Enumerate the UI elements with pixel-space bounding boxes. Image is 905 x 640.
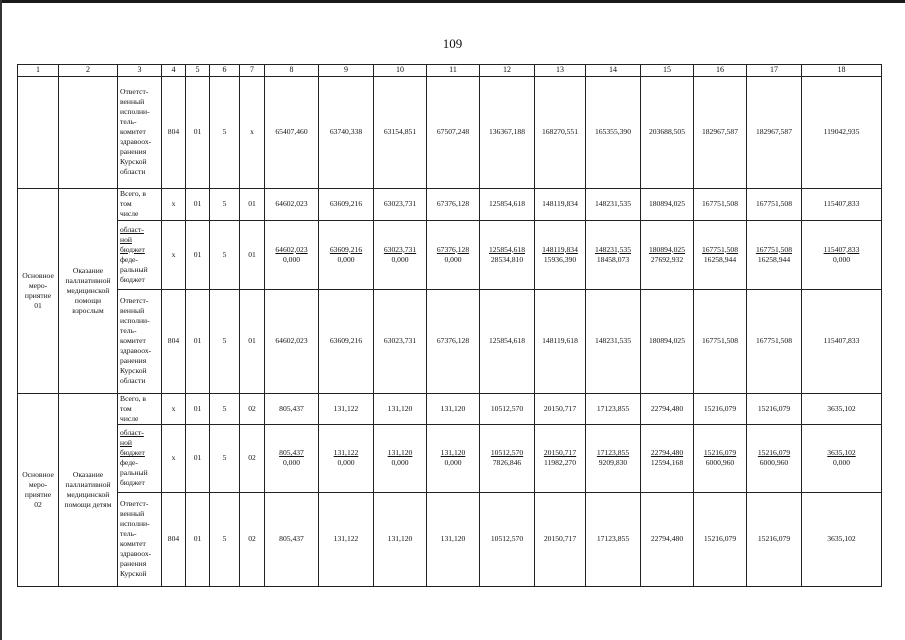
value-regional: 63609,216: [329, 244, 363, 254]
value-regional: 125854,618: [488, 244, 526, 254]
value-regional: 22794,480: [650, 448, 684, 458]
value-cell: [586, 424, 641, 492]
value-cell: [374, 220, 427, 289]
text-line: комитет: [120, 539, 146, 549]
header-cell-2: 2: [59, 65, 118, 77]
code-cell-c4: 804: [162, 289, 186, 393]
text-line: 01: [34, 300, 42, 310]
text-line: медицинской: [66, 285, 110, 295]
value-regional: 15216,079: [757, 448, 791, 458]
value-cell: 165355,390: [586, 76, 641, 188]
value-cell: 131,122: [319, 492, 374, 586]
value-cell: 125854,618: [480, 188, 535, 220]
value-federal: 16258,944: [703, 254, 737, 264]
value-federal: 6000,960: [705, 458, 735, 468]
value-regional: 17123,855: [596, 448, 630, 458]
value-regional: 131,120: [440, 448, 466, 458]
value-cell: [694, 220, 747, 289]
budget-table: [17, 64, 882, 587]
header-cell-1: 1: [18, 65, 59, 77]
value-cell: [641, 220, 694, 289]
text-line: Основное: [22, 270, 54, 280]
value-cell: [535, 220, 586, 289]
text-line: числе: [120, 413, 139, 423]
code-cell-c4: 804: [162, 76, 186, 188]
text-line: Ответст-: [120, 499, 149, 509]
value-cell: 10512,570: [480, 393, 535, 424]
value-cell: [535, 424, 586, 492]
value-cell: [480, 424, 535, 492]
value-cell: 168270,551: [535, 76, 586, 188]
value-federal: 9209,830: [598, 458, 628, 468]
text-line: приятие: [24, 489, 52, 499]
header-cell-17: 17: [747, 65, 802, 77]
text-line: Курской: [120, 157, 147, 167]
text-line: меро-: [28, 280, 48, 290]
value-cell: 167751,508: [747, 188, 802, 220]
text-line: бюджет: [120, 244, 145, 254]
text-line: тель-: [120, 117, 137, 127]
text-line: помощи: [74, 295, 102, 305]
scan-top-edge: [0, 0, 905, 3]
value-regional: 20150,717: [543, 448, 577, 458]
text-line: исполни-: [120, 107, 150, 116]
text-line: Всего, в: [120, 393, 147, 403]
value-cell: 67376,128: [427, 289, 480, 393]
value-cell: [586, 220, 641, 289]
value-regional: 64602,023: [275, 244, 308, 254]
text-line: Курской: [120, 569, 147, 579]
text-line: венный: [120, 96, 145, 106]
value-regional: 131,120: [387, 448, 413, 458]
value-cell: 131,122: [319, 393, 374, 424]
text-line: здравоох-: [120, 137, 152, 147]
code-cell-c6: 5: [210, 76, 240, 188]
value-cell: 67376,128: [427, 188, 480, 220]
value-federal: 0,000: [832, 254, 851, 264]
header-cell-13: 13: [535, 65, 586, 77]
value-cell: [427, 220, 480, 289]
value-regional: 115407,833: [823, 244, 860, 254]
value-cell: [694, 424, 747, 492]
value-cell: 22794,480: [641, 393, 694, 424]
text-line: исполни-: [120, 519, 150, 529]
value-cell: 148119,834: [535, 188, 586, 220]
text-line: 02: [34, 499, 42, 509]
text-line: паллиативной: [65, 479, 111, 489]
header-cell-6: 6: [210, 65, 240, 77]
value-cell: 15216,079: [747, 393, 802, 424]
text-line: феде-: [120, 458, 138, 468]
text-line: ральный: [120, 264, 148, 274]
text-line: помощи детям: [64, 499, 112, 509]
text-line: здравоох-: [120, 346, 152, 356]
value-federal: 0,000: [282, 458, 301, 468]
table-row: [18, 289, 882, 393]
responsible-cell: [118, 76, 162, 188]
code-cell-c5: 01: [186, 424, 210, 492]
code-cell-c5: 01: [186, 220, 210, 289]
text-line: приятие: [24, 290, 52, 300]
text-line: взрослым: [72, 305, 104, 315]
value-cell: 167751,508: [694, 289, 747, 393]
text-line: комитет: [120, 336, 146, 346]
text-line: бюджет: [120, 478, 145, 488]
text-line: венный: [120, 509, 145, 519]
code-cell-c7: 01: [240, 220, 265, 289]
value-cell: 20150,717: [535, 492, 586, 586]
header-cell-18: 18: [802, 65, 882, 77]
text-line: области: [120, 376, 146, 386]
text-line: Оказание: [72, 265, 104, 275]
code-cell-c4: х: [162, 220, 186, 289]
text-line: феде-: [120, 254, 138, 264]
value-cell: 203688,505: [641, 76, 694, 188]
header-cell-12: 12: [480, 65, 535, 77]
event-cell: [18, 393, 59, 586]
value-cell: 131,120: [427, 393, 480, 424]
text-line: Ответст-: [120, 295, 149, 305]
value-regional: 180894,025: [648, 244, 686, 254]
header-cell-7: 7: [240, 65, 265, 77]
value-cell: 125854,618: [480, 289, 535, 393]
header-cell-14: 14: [586, 65, 641, 77]
event-name-cell: [59, 76, 118, 188]
code-cell-c7: 02: [240, 492, 265, 586]
code-cell-c5: 01: [186, 76, 210, 188]
value-cell: 63609,216: [319, 289, 374, 393]
responsible-cell: [118, 492, 162, 586]
code-cell-c4: х: [162, 188, 186, 220]
value-cell: 20150,717: [535, 393, 586, 424]
table-row: [18, 424, 882, 492]
table-row: [18, 76, 882, 188]
text-line: исполни-: [120, 316, 150, 325]
page-number: 109: [442, 36, 463, 51]
value-cell: 10512,570: [480, 492, 535, 586]
value-cell: [747, 220, 802, 289]
event-cell: [18, 76, 59, 188]
value-cell: 180894,025: [641, 289, 694, 393]
header-cell-9: 9: [319, 65, 374, 77]
code-cell-c7: 01: [240, 188, 265, 220]
value-cell: 63740,338: [319, 76, 374, 188]
text-line: ной: [120, 234, 132, 244]
value-federal: 7826,846: [492, 458, 522, 468]
value-cell: [319, 220, 374, 289]
text-line: ранения: [120, 356, 147, 366]
value-cell: 3635,102: [802, 492, 882, 586]
text-line: паллиативной: [65, 275, 111, 285]
value-cell: [427, 424, 480, 492]
value-federal: 0,000: [832, 458, 851, 468]
responsible-cell: [118, 393, 162, 424]
text-line: ранения: [120, 147, 147, 157]
value-cell: 63154,851: [374, 76, 427, 188]
value-cell: 148231,535: [586, 188, 641, 220]
value-cell: 805,437: [265, 393, 319, 424]
value-federal: 27692,932: [650, 254, 684, 264]
text-line: меро-: [28, 479, 48, 489]
value-federal: 12594,168: [650, 458, 684, 468]
value-federal: 15936,390: [543, 254, 577, 264]
code-cell-c4: х: [162, 393, 186, 424]
value-cell: 15216,079: [747, 492, 802, 586]
value-regional: 805,437: [279, 448, 304, 458]
header-cell-4: 4: [162, 65, 186, 77]
value-cell: 148231,535: [586, 289, 641, 393]
value-cell: 67507,248: [427, 76, 480, 188]
value-federal: 0,000: [282, 254, 301, 264]
value-regional: 167751,508: [755, 244, 793, 254]
code-cell-c6: 5: [210, 424, 240, 492]
value-cell: 167751,508: [747, 289, 802, 393]
event-name-cell: [59, 188, 118, 393]
value-federal: 0,000: [391, 458, 409, 468]
value-federal: 28534,810: [490, 254, 524, 264]
value-cell: 17123,855: [586, 393, 641, 424]
value-cell: 64602,023: [265, 289, 319, 393]
code-cell-c6: 5: [210, 393, 240, 424]
text-line: ральный: [120, 468, 148, 478]
value-cell: [319, 424, 374, 492]
header-cell-3: 3: [118, 65, 162, 77]
responsible-cell: [118, 289, 162, 393]
value-cell: 136367,188: [480, 76, 535, 188]
value-cell: 65407,460: [265, 76, 319, 188]
value-cell: 115407,833: [802, 289, 882, 393]
value-cell: 15216,079: [694, 393, 747, 424]
code-cell-c5: 01: [186, 393, 210, 424]
text-line: числе: [120, 209, 139, 219]
value-cell: 805,437: [265, 492, 319, 586]
value-cell: [802, 424, 882, 492]
text-line: том: [120, 403, 132, 413]
event-name-cell: [59, 393, 118, 586]
text-line: том: [120, 199, 132, 209]
value-cell: [641, 424, 694, 492]
value-cell: 148119,618: [535, 289, 586, 393]
value-federal: 0,000: [337, 254, 355, 264]
code-cell-c4: 804: [162, 492, 186, 586]
value-regional: 10512,570: [490, 448, 524, 458]
code-cell-c5: 01: [186, 188, 210, 220]
value-cell: 64602,023: [265, 188, 319, 220]
responsible-cell: [118, 220, 162, 289]
code-cell-c7: 01: [240, 289, 265, 393]
value-regional: 148231,535: [594, 244, 632, 254]
code-cell-c7: 02: [240, 393, 265, 424]
value-regional: 131,122: [333, 448, 359, 458]
value-cell: [265, 220, 319, 289]
text-line: ной: [120, 438, 132, 448]
value-cell: 15216,079: [694, 492, 747, 586]
value-federal: 18458,073: [596, 254, 630, 264]
value-regional: 167751,508: [701, 244, 739, 254]
code-cell-c7: х: [240, 76, 265, 188]
text-line: здравоох-: [120, 549, 152, 559]
code-cell-c5: 01: [186, 289, 210, 393]
text-line: Курской: [120, 366, 147, 376]
text-line: комитет: [120, 127, 146, 137]
scan-left-edge: [0, 0, 2, 640]
value-federal: 0,000: [391, 254, 409, 264]
value-cell: 63609,216: [319, 188, 374, 220]
value-cell: 63023,731: [374, 289, 427, 393]
responsible-cell: [118, 424, 162, 492]
value-regional: 148119,834: [542, 244, 578, 254]
value-federal: 0,000: [337, 458, 355, 468]
text-line: област-: [120, 224, 144, 234]
text-line: бюджет: [120, 448, 145, 458]
value-regional: 67376,128: [436, 244, 470, 254]
value-cell: 3635,102: [802, 393, 882, 424]
header-cell-15: 15: [641, 65, 694, 77]
value-federal: 16258,944: [757, 254, 791, 264]
value-cell: 131,120: [374, 492, 427, 586]
code-cell-c6: 5: [210, 188, 240, 220]
value-cell: 119042,935: [802, 76, 882, 188]
value-cell: 180894,025: [641, 188, 694, 220]
header-cell-10: 10: [374, 65, 427, 77]
responsible-cell: [118, 188, 162, 220]
value-cell: 182967,587: [747, 76, 802, 188]
table-row: [18, 188, 882, 220]
value-cell: 63023,731: [374, 188, 427, 220]
value-cell: [265, 424, 319, 492]
code-cell-c4: х: [162, 424, 186, 492]
value-cell: 131,120: [427, 492, 480, 586]
text-line: Основное: [22, 469, 54, 479]
code-cell-c6: 5: [210, 220, 240, 289]
table-row: [18, 220, 882, 289]
header-cell-5: 5: [186, 65, 210, 77]
value-cell: 22794,480: [641, 492, 694, 586]
text-line: Ответст-: [120, 86, 149, 96]
value-regional: 63023,731: [383, 244, 417, 254]
value-cell: 17123,855: [586, 492, 641, 586]
text-line: венный: [120, 305, 145, 315]
value-federal: 6000,960: [759, 458, 789, 468]
table-row: [18, 492, 882, 586]
header-cell-11: 11: [427, 65, 480, 77]
value-cell: [747, 424, 802, 492]
value-regional: 15216,079: [703, 448, 737, 458]
text-line: Оказание: [72, 469, 104, 479]
header-cell-16: 16: [694, 65, 747, 77]
value-federal: 0,000: [444, 254, 462, 264]
code-cell-c6: 5: [210, 492, 240, 586]
text-line: области: [120, 167, 146, 177]
value-cell: 167751,508: [694, 188, 747, 220]
value-cell: 182967,587: [694, 76, 747, 188]
text-line: Всего, в: [120, 189, 147, 199]
text-line: бюджет: [120, 274, 145, 284]
value-cell: [374, 424, 427, 492]
value-federal: 11982,270: [544, 458, 576, 468]
text-line: тель-: [120, 529, 137, 539]
value-cell: [480, 220, 535, 289]
table-row: [18, 393, 882, 424]
value-cell: [802, 220, 882, 289]
text-line: ранения: [120, 559, 147, 569]
header-cell-8: 8: [265, 65, 319, 77]
event-cell: [18, 188, 59, 393]
text-line: област-: [120, 428, 144, 438]
code-cell-c6: 5: [210, 289, 240, 393]
value-cell: 131,120: [374, 393, 427, 424]
value-cell: 115407,833: [802, 188, 882, 220]
text-line: медицинской: [66, 489, 110, 499]
code-cell-c7: 02: [240, 424, 265, 492]
header-row: [18, 65, 882, 77]
code-cell-c5: 01: [186, 492, 210, 586]
value-federal: 0,000: [444, 458, 462, 468]
text-line: тель-: [120, 326, 137, 336]
value-regional: 3635,102: [827, 448, 856, 458]
